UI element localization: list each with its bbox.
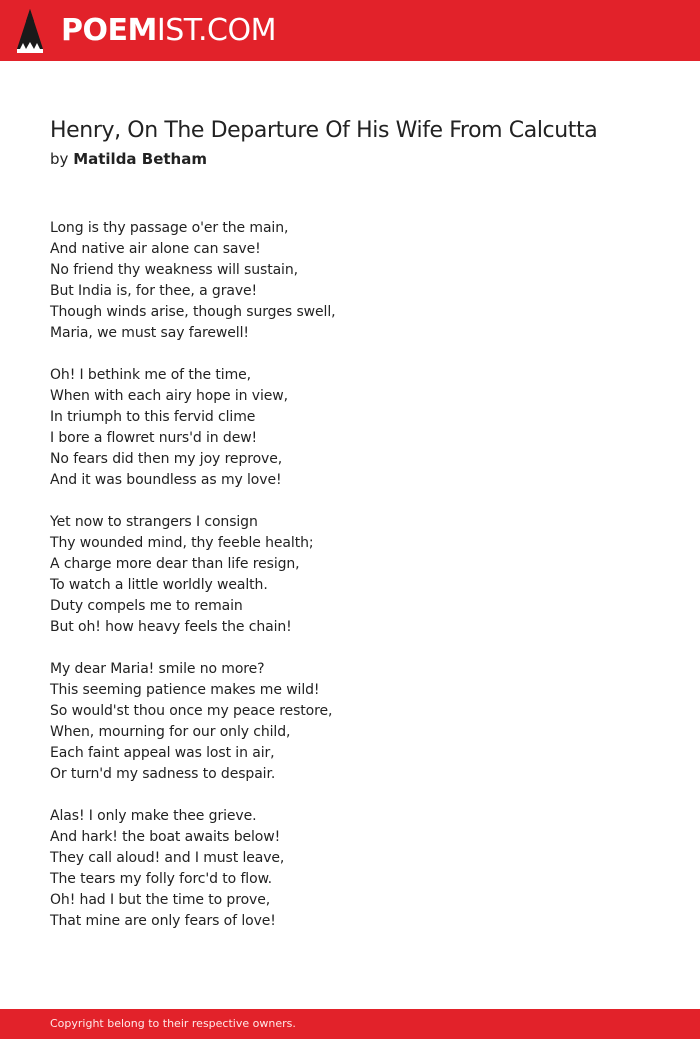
poem-line: And it was boundless as my love! [50, 472, 282, 488]
poem-line: When, mourning for our only child, [50, 724, 291, 740]
author-name: Matilda Betham [73, 150, 207, 168]
poem-line: But India is, for thee, a grave! [50, 283, 258, 299]
poem-line: Alas! I only make thee grieve. [50, 808, 257, 824]
stanza [50, 218, 650, 344]
stanza [50, 365, 650, 491]
poem-line: I bore a flowret nurs'd in dew! [50, 430, 258, 446]
poem-line: Oh! I bethink me of the time, [50, 367, 251, 383]
poem-line: In triumph to this fervid clime [50, 409, 256, 425]
poem-line: Oh! had I but the time to prove, [50, 892, 271, 908]
stanza [50, 659, 650, 785]
poem-line: Long is thy passage o'er the main, [50, 220, 289, 236]
pencil-tip-icon[interactable] [17, 9, 43, 53]
poem-line: Duty compels me to remain [50, 598, 243, 614]
poem-line: When with each airy hope in view, [50, 388, 288, 404]
site-logo[interactable] [61, 11, 276, 51]
poem-line: They call aloud! and I must leave, [50, 850, 285, 866]
poem-line: To watch a little worldly wealth. [50, 577, 268, 593]
poem-line: No friend thy weakness will sustain, [50, 262, 298, 278]
poem-byline [50, 148, 207, 170]
poem-line: And native air alone can save! [50, 241, 261, 257]
poem-line: But oh! how heavy feels the chain! [50, 619, 292, 635]
poem-line: Yet now to strangers I consign [50, 514, 258, 530]
poem-title: Henry, On The Departure Of His Wife From Calcutta [50, 118, 598, 143]
poem-line: The tears my folly forc'd to flow. [50, 871, 272, 887]
poem-line: Or turn'd my sadness to despair. [50, 766, 276, 782]
logo-bold-text: POEM [61, 13, 157, 48]
stanza [50, 806, 650, 932]
poem-body [50, 218, 650, 953]
site-footer [0, 1009, 700, 1039]
poem-line: No fears did then my joy reprove, [50, 451, 283, 467]
poem-line: And hark! the boat awaits below! [50, 829, 281, 845]
poem-line: Though winds arise, though surges swell, [50, 304, 336, 320]
poem-line: That mine are only fears of love! [50, 913, 276, 929]
by-label: by [50, 150, 69, 168]
copyright-notice: Copyright belong to their respective owners. [50, 1017, 296, 1030]
stanza [50, 512, 650, 638]
poem-line: Maria, we must say farewell! [50, 325, 249, 341]
site-header [0, 0, 700, 61]
poem-line: This seeming patience makes me wild! [50, 682, 320, 698]
poem-line: Thy wounded mind, thy feeble health; [50, 535, 314, 551]
poem-line: My dear Maria! smile no more? [50, 661, 265, 677]
logo-light-text: IST.COM [156, 13, 276, 48]
poem-line: Each faint appeal was lost in air, [50, 745, 275, 761]
poem-line: So would'st thou once my peace restore, [50, 703, 333, 719]
poem-line: A charge more dear than life resign, [50, 556, 300, 572]
